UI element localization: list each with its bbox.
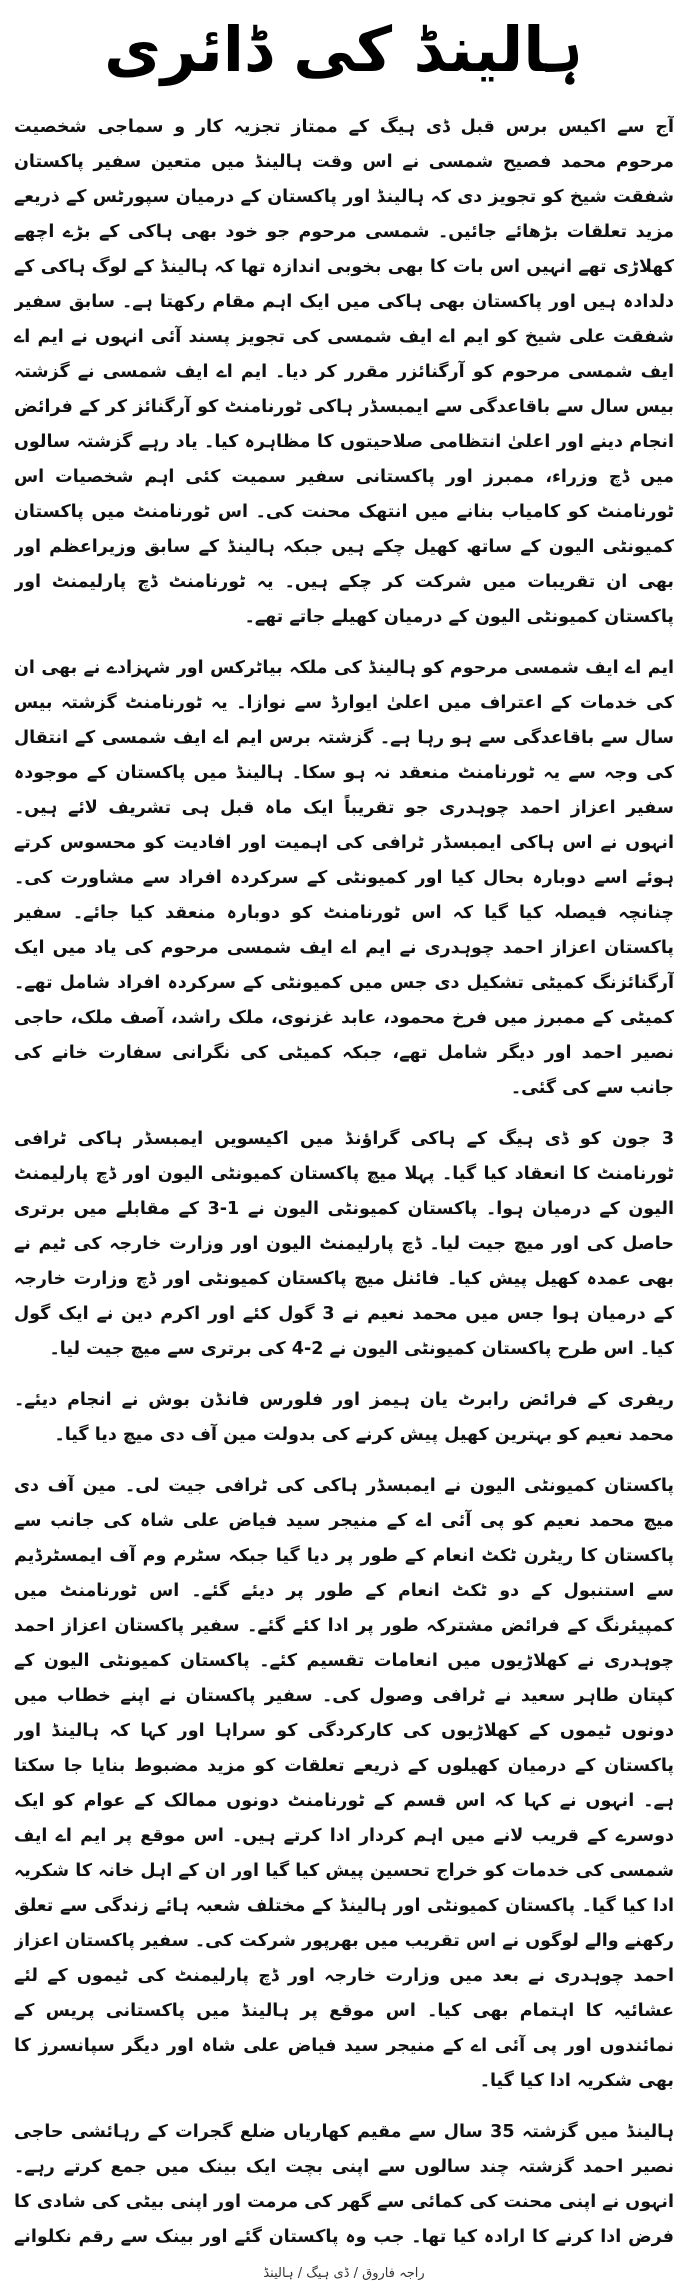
article-body xyxy=(14,110,674,2260)
page-title: ہالینڈ کی ڈائری xyxy=(104,13,583,86)
article-paragraph: ایم اے ایف شمسی مرحوم کو ہالینڈ کی ملکہ بیاٹرکس اور شہزادے نے بھی ان کی خدمات کے اعتراف میں اعلیٰ ایوارڈ سے نوازا۔ یہ ٹورنامنٹ گزشتہ بیس سال سے باقاعدگی سے ہو رہا ہے۔ گزشتہ برس ایم اے ایف شمسی کے انتقال کی وجہ سے یہ ٹورنامنٹ منعقد نہ ہو سکا۔ ہالینڈ میں پاکستان کے موجودہ سفیر اعزاز احمد چوہدری جو تقریباً ایک ماہ قبل ہی تشریف لائے ہیں۔ انہوں نے اس ہاکی ایمبسڈر ٹرافی کی اہمیت اور افادیت کو محسوس کرتے ہوئے اسے دوبارہ بحال کیا اور کمیونٹی کے سرکردہ افراد سے مشاورت کی۔ چنانچہ فیصلہ کیا گیا کہ اس ٹورنامنٹ کو دوبارہ منعقد کیا جائے۔ سفیر پاکستان اعزاز احمد چوہدری نے ایم اے ایف شمسی مرحوم کی یاد میں ایک آرگنائزنگ کمیٹی تشکیل دی جس میں کمیونٹی کے سرکردہ افراد شامل تھے۔ کمیٹی کے ممبرز میں فرخ محمود، عابد غزنوی، ملک راشد، آصف ملک، حاجی نصیر احمد اور دیگر شامل تھے، جبکہ کمیٹی کی نگرانی سفارت خانے کی جانب سے کی گئی۔ xyxy=(14,658,674,1098)
article-paragraph: ہالینڈ میں گزشتہ 35 سال سے مقیم کھاریاں ضلع گجرات کے رہائشی حاجی نصیر احمد گزشتہ چند سالوں سے اپنی بچت ایک بینک میں جمع کرتے رہے۔ انہوں نے اپنی محنت کی کمائی سے گھر کی مرمت اور اپنی بیٹی کی شادی کا فرض ادا کرنے کا ارادہ کیا تھا۔ جب وہ پاکستان گئے اور بینک سے رقم نکلوانے xyxy=(14,2122,674,2247)
masthead xyxy=(0,0,687,100)
article-paragraph: ریفری کے فرائض رابرٹ یان ہیمز اور فلورس فانڈن بوش نے انجام دیئے۔ محمد نعیم کو بہترین کھیل پیش کرنے کی بدولت مین آف دی میچ دیا گیا۔ xyxy=(14,1390,674,1445)
author-byline: راجہ فاروق / ڈی ہیگ / ہالینڈ xyxy=(263,2266,425,2281)
article-paragraph: آج سے اکیس برس قبل ڈی ہیگ کے ممتاز تجزیہ کار و سماجی شخصیت مرحوم محمد فصیح شمسی نے اس وقت ہالینڈ میں متعین سفیر پاکستان شفقت شیخ کو تجویز دی کہ ہالینڈ اور پاکستان کے درمیان سپورٹس کے ذریعے مزید تعلقات بڑھائے جائیں۔ شمسی مرحوم جو خود بھی ہاکی کے بڑے اچھے کھلاڑی تھے انہیں اس بات کا بھی بخوبی اندازہ تھا کہ ہالینڈ کے لوگ ہاکی کے دلدادہ ہیں اور پاکستان بھی ہاکی میں ایک اہم مقام رکھتا ہے۔ سابق سفیر شفقت علی شیخ کو ایم اے ایف شمسی کی تجویز پسند آئی انہوں نے ایم اے ایف شمسی مرحوم کو آرگنائزر مقرر کر دیا۔ ایم اے ایف شمسی نے گزشتہ بیس سال سے باقاعدگی سے ایمبسڈر ہاکی ٹورنامنٹ کو آرگنائز کر کے فرائض انجام دینے اور اعلیٰ انتظامی صلاحیتوں کا مظاہرہ کیا۔ یاد رہے گزشتہ سالوں میں ڈچ وزراء، ممبرز اور پاکستانی سفیر سمیت کئی اہم شخصیات اس ٹورنامنٹ کو کامیاب بنانے میں انتھک محنت کی۔ اس ٹورنامنٹ میں پاکستان کمیونٹی الیون کے ساتھ کھیل چکے ہیں جبکہ ہالینڈ کے سابق وزیراعظم اور بھی ان تقریبات میں شرکت کر چکے ہیں۔ یہ ٹورنامنٹ ڈچ پارلیمنٹ اور پاکستان کمیونٹی الیون کے درمیان کھیلے جاتے تھے۔ xyxy=(14,117,674,627)
article-paragraph: 3 جون کو ڈی ہیگ کے ہاکی گراؤنڈ میں اکیسویں ایمبسڈر ہاکی ٹرافی ٹورنامنٹ کا انعقاد کیا گیا۔ پہلا میچ پاکستان کمیونٹی الیون اور ڈچ پارلیمنٹ الیون کے درمیان ہوا۔ پاکستان کمیونٹی الیون نے 1-3 کے مقابلے میں برتری حاصل کی اور میچ جیت لیا۔ ڈچ پارلیمنٹ الیون اور وزارت خارجہ کی ٹیم نے بھی عمدہ کھیل پیش کیا۔ فائنل میچ پاکستان کمیونٹی اور ڈچ وزارت خارجہ کے درمیان ہوا جس میں محمد نعیم نے 3 گول کئے اور اکرم دین نے ایک گول کیا۔ اس طرح پاکستان کمیونٹی الیون نے 2-4 کی برتری سے میچ جیت لیا۔ xyxy=(14,1129,674,1359)
article-paragraph: پاکستان کمیونٹی الیون نے ایمبسڈر ہاکی کی ٹرافی جیت لی۔ مین آف دی میچ محمد نعیم کو پی آئی اے کے منیجر سید فیاض علی شاہ کی جانب سے پاکستان کا ریٹرن ٹکٹ انعام کے طور پر دیا گیا جبکہ سٹرم وم آف ایمسٹرڈیم سے استنبول کے دو ٹکٹ انعام کے طور پر دیئے گئے۔ اس ٹورنامنٹ میں کمپیئرنگ کے فرائض مشترکہ طور پر ادا کئے گئے۔ سفیر پاکستان اعزاز احمد چوہدری نے کھلاڑیوں میں انعامات تقسیم کئے۔ پاکستان کمیونٹی الیون کے کپتان طاہر سعید نے ٹرافی وصول کی۔ سفیر پاکستان نے اپنے خطاب میں دونوں ٹیموں کے کھلاڑیوں کی کارکردگی کو سراہا اور کہا کہ ہالینڈ اور پاکستان کے درمیان کھیلوں کے ذریعے تعلقات کو مزید مضبوط بنایا جا سکتا ہے۔ انہوں نے کہا کہ اس قسم کے ٹورنامنٹ دونوں ممالک کے عوام کو ایک دوسرے کے قریب لانے میں اہم کردار ادا کرتے ہیں۔ اس موقع پر ایم اے ایف شمسی کی خدمات کو خراج تحسین پیش کیا گیا اور ان کے اہل خانہ کا شکریہ ادا کیا گیا۔ پاکستان کمیونٹی اور ہالینڈ کے مختلف شعبہ ہائے زندگی سے تعلق رکھنے والے لوگوں نے اس تقریب میں بھرپور شرکت کی۔ سفیر پاکستان اعزاز احمد چوہدری نے بعد میں وزارت خارجہ اور ڈچ پارلیمنٹ کی ٹیموں کے لئے عشائیہ کا اہتمام بھی کیا۔ اس موقع پر ہالینڈ میں پاکستانی پریس کے نمائندوں اور پی آئی اے کے منیجر سید فیاض علی شاہ اور دیگر سپانسرز کا بھی شکریہ ادا کیا گیا۔ xyxy=(14,1476,674,2091)
